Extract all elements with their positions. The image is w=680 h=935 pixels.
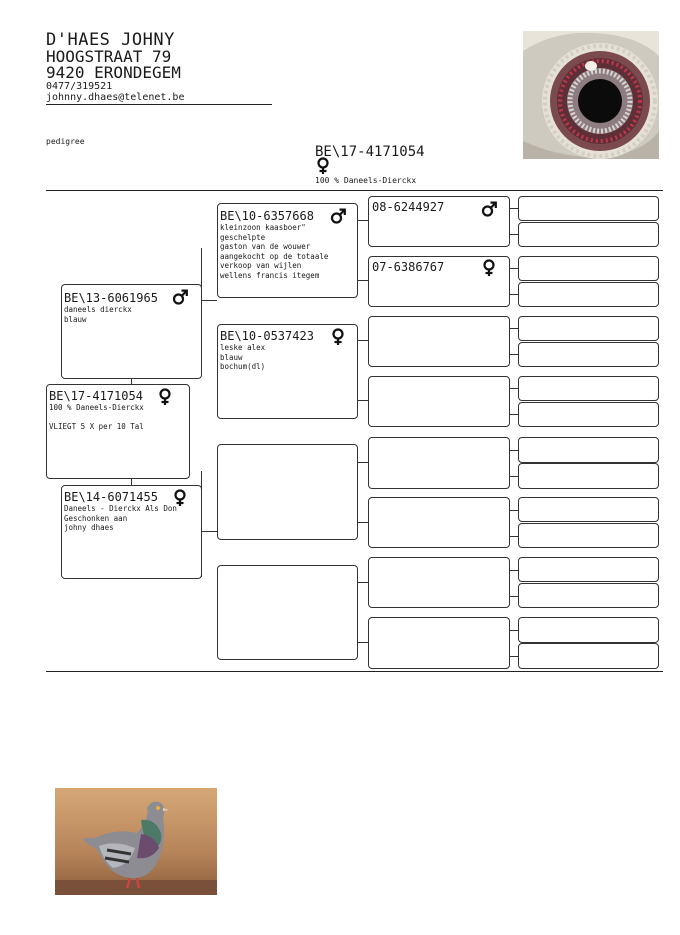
connector xyxy=(357,220,368,221)
pedigree-box-g4 xyxy=(518,437,659,463)
pedigree-box-g4 xyxy=(518,196,659,221)
pedigree-box-g3-1 xyxy=(368,196,510,247)
pedigree-box-g3-2 xyxy=(368,256,510,307)
pedigree-box-g4 xyxy=(518,523,659,548)
connector xyxy=(509,570,518,571)
ring-number: BE\10-6357668 xyxy=(220,209,314,223)
ring-number: 08-6244927 xyxy=(372,200,445,214)
pedigree-box-sire-dam xyxy=(217,324,358,419)
pedigree-box-g3-6 xyxy=(368,497,510,548)
pedigree-box-g4 xyxy=(518,256,659,281)
pedigree-label: pedigree xyxy=(46,137,85,146)
connector xyxy=(509,630,518,631)
female-symbol-icon xyxy=(481,259,497,277)
connector xyxy=(509,476,518,477)
ring-number: BE\10-0537423 xyxy=(220,329,314,343)
pedigree-box-g3-7 xyxy=(368,557,510,608)
connector xyxy=(509,414,518,415)
connector xyxy=(509,450,518,451)
ring-number: 07-6386767 xyxy=(372,260,445,274)
female-symbol-icon xyxy=(330,328,346,346)
connector xyxy=(509,294,518,295)
connector xyxy=(357,582,368,583)
pedigree-box-g4 xyxy=(518,463,659,489)
ring-number: BE\14-6071455 xyxy=(64,490,158,504)
bottom-divider xyxy=(46,671,663,672)
pedigree-box-g4 xyxy=(518,583,659,608)
pedigree-box-subject xyxy=(46,384,190,479)
connector xyxy=(201,531,217,532)
pedigree-box-g3-3 xyxy=(368,316,510,367)
connector xyxy=(357,340,368,341)
bird-info: daneels dierckx blauw xyxy=(64,305,132,324)
eye-image xyxy=(523,31,659,159)
pedigree-box-g4 xyxy=(518,617,659,643)
bird-info: 100 % Daneels-Dierckx VLIEGT 5 X per 10 Tal xyxy=(49,403,144,431)
owner-street: HOOGSTRAAT 79 xyxy=(46,47,172,66)
connector xyxy=(509,510,518,511)
connector xyxy=(509,354,518,355)
top-divider xyxy=(46,190,663,191)
owner-name: D'HAES JOHNY xyxy=(46,30,175,50)
pedigree-box-sire-sire xyxy=(217,203,358,298)
pedigree-box-g3-4 xyxy=(368,376,510,427)
pedigree-box-g4 xyxy=(518,497,659,522)
female-symbol-icon xyxy=(157,388,173,406)
connector xyxy=(509,234,518,235)
connector xyxy=(357,462,368,463)
pedigree-box-g4 xyxy=(518,643,659,669)
connector xyxy=(357,522,368,523)
bird-info: Daneels - Dierckx Als Don Geschonken aan johny dhaes xyxy=(64,504,177,532)
pedigree-box-g4 xyxy=(518,282,659,307)
owner-email: johnny.dhaes@telenet.be xyxy=(46,92,185,103)
pedigree-box-g4 xyxy=(518,316,659,341)
owner-phone: 0477/319521 xyxy=(46,81,113,92)
pedigree-box-g4 xyxy=(518,402,659,427)
main-ring-number: BE\17-4171054 xyxy=(315,144,425,160)
pedigree-box-dam-dam xyxy=(217,565,358,660)
connector xyxy=(201,300,217,301)
pedigree-box-g4 xyxy=(518,222,659,247)
pedigree-box-sire xyxy=(61,284,202,379)
pedigree-box-dam-sire xyxy=(217,444,358,540)
male-symbol-icon xyxy=(172,288,188,306)
connector xyxy=(357,280,368,281)
pedigree-box-g4 xyxy=(518,342,659,367)
main-strain: 100 % Daneels-Dierckx xyxy=(315,176,417,185)
bird-info: kleinzoon kaasboer" geschelpte gaston van de wouwer aangekocht op de totaale verkoop van wijlen wellens francis itegem xyxy=(220,223,329,280)
connector xyxy=(509,536,518,537)
header-underline xyxy=(46,104,272,105)
connector xyxy=(357,642,368,643)
connector xyxy=(509,596,518,597)
connector xyxy=(509,208,518,209)
connector xyxy=(509,656,518,657)
pigeon-photo xyxy=(55,788,217,895)
male-symbol-icon xyxy=(481,200,497,218)
female-symbol-icon xyxy=(315,157,331,175)
pedigree-box-g3-5 xyxy=(368,437,510,489)
connector xyxy=(509,328,518,329)
pedigree-box-dam xyxy=(61,485,202,579)
ring-number: BE\17-4171054 xyxy=(49,389,143,403)
pedigree-box-g4 xyxy=(518,376,659,401)
connector xyxy=(131,478,132,485)
male-symbol-icon xyxy=(330,207,346,225)
owner-city: 9420 ERONDEGEM xyxy=(46,63,181,82)
pedigree-box-g4 xyxy=(518,557,659,582)
eye-photo xyxy=(523,31,659,159)
pedigree-box-g3-8 xyxy=(368,617,510,669)
pigeon-image xyxy=(55,788,217,895)
ring-number: BE\13-6061965 xyxy=(64,291,158,305)
connector xyxy=(509,268,518,269)
bird-info: leske alex blauw bochum(dl) xyxy=(220,343,266,371)
connector xyxy=(509,388,518,389)
connector xyxy=(357,400,368,401)
